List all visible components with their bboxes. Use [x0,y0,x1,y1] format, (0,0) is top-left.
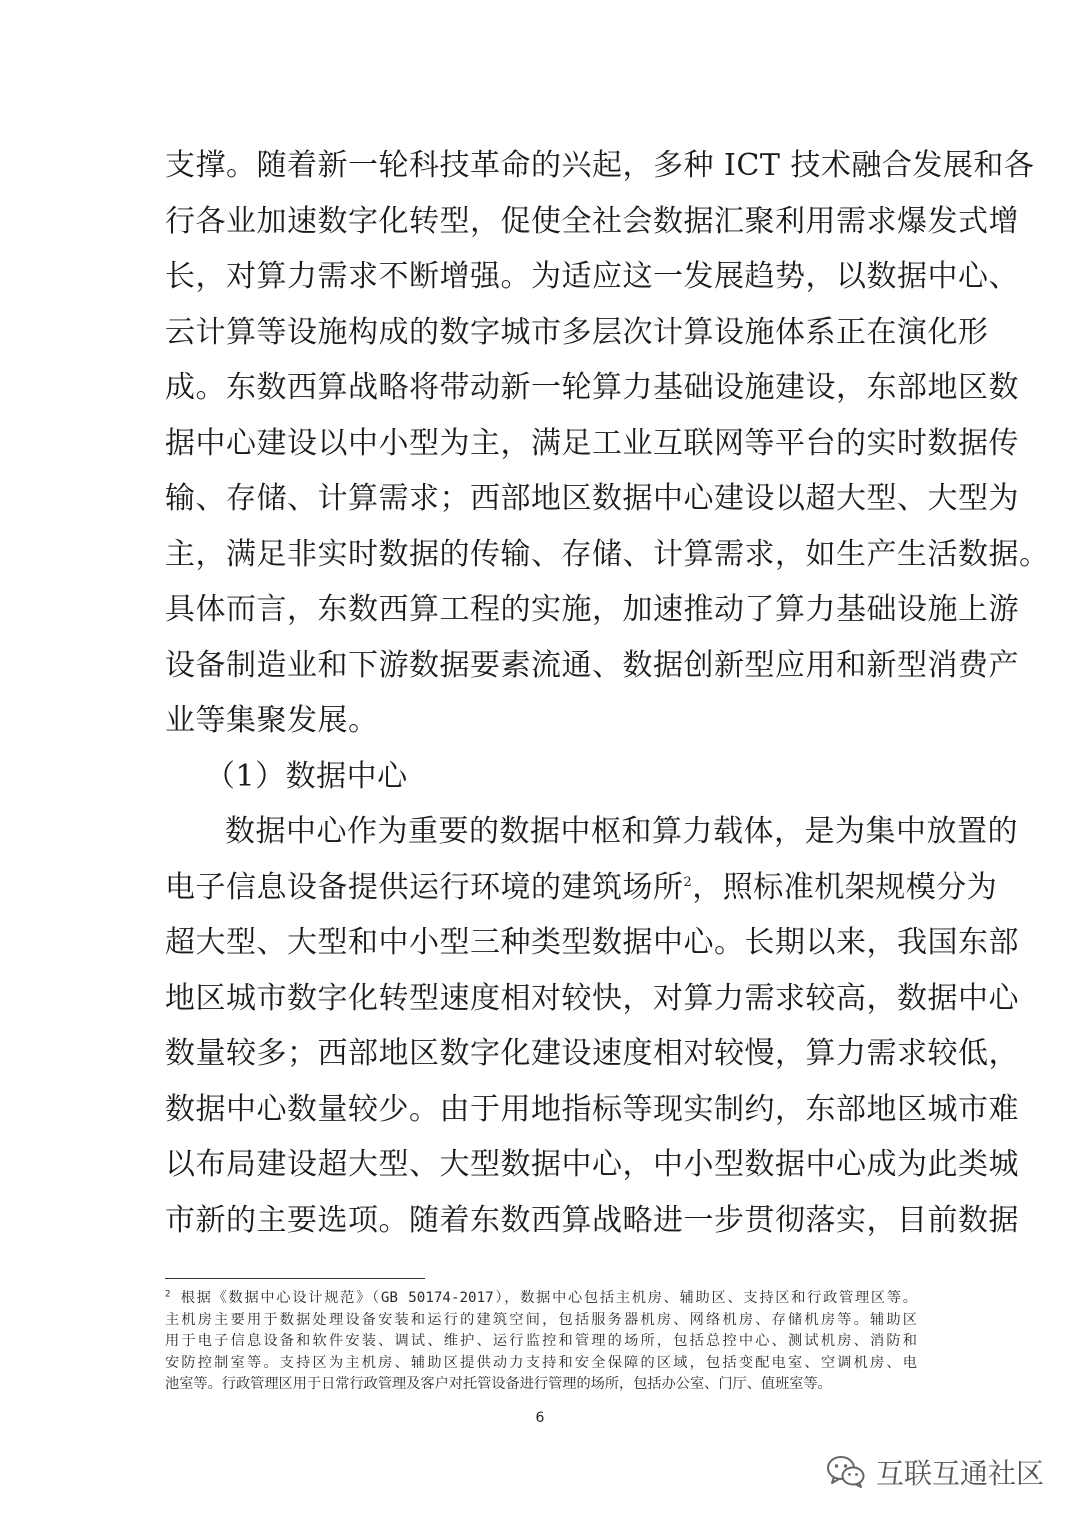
body-line: 具体而言，东数西算工程的实施，加速推动了算力基础设施上游 [165,592,1019,627]
body-line-with-footnote [165,860,998,916]
footnote-divider [165,1278,425,1279]
footnote-line: 池室等。行政管理区用于日常行政管理及客户对托管设备进行管理的场所，包括办公室、门厅、值班室等。 [165,1376,832,1392]
body-line: 数据中心作为重要的数据中枢和算力载体，是为集中放置的 [225,814,1018,849]
footnote-text: 根据《数据中心设计规范》（GB 50174-2017），数据中心包括主机房、辅助区、支持区和行政管理区等。 [180,1290,917,1306]
watermark-text: 互联互通社区 [875,1457,1044,1490]
body-line: 业等集聚发展。 [165,703,379,738]
body-line: 市新的主要选项。随着东数西算战略进一步贯彻落实，目前数据 [165,1202,1019,1238]
body-text-segment: ，照标准机架规模分为 [692,869,998,905]
footnote-line: 主机房主要用于数据处理设备安装和运行的建筑空间，包括服务器机房、网络机房、存储机房等。辅助区 [165,1311,917,1328]
body-line: 云计算等设施构成的数字城市多层次计算设施体系正在演化形 [165,314,989,350]
body-line: 超大型、大型和中小型三种类型数据中心。长期以来，我国东部 [165,925,1019,960]
watermark [826,1452,1044,1492]
body-line: 主，满足非实时数据的传输、存储、计算需求，如生产生活数据。 [165,536,1050,572]
footnote-marker: 2 [165,1289,171,1300]
body-line: 数量较多；西部地区数字化建设速度相对较慢，算力需求较低， [165,1036,1019,1071]
footnote-line [165,1288,917,1310]
body-line: 以布局建设超大型、大型数据中心，中小型数据中心成为此类城 [165,1147,1019,1182]
footnote-line: 安防控制室等。支持区为主机房、辅助区提供动力支持和安全保障的区域，包括变配电室、空调机房、电 [165,1354,917,1371]
footnote [165,1288,917,1396]
footnote-line: 用于电子信息设备和软件安装、调试、维护、运行监控和管理的场所，包括总控中心、测试机房、消防和 [165,1333,917,1349]
section-heading: （1）数据中心 [205,758,408,794]
body-line: 支撑。随着新一轮科技革命的兴起，多种 ICT 技术融合发展和各 [165,148,1035,183]
body-line: 据中心建设以中小型为主，满足工业互联网等平台的实时数据传 [165,425,1019,461]
body-line: 地区城市数字化转型速度相对较快，对算力需求较高，数据中心 [165,980,1019,1016]
footnote-reference[interactable]: 2 [683,874,693,890]
body-line: 设备制造业和下游数据要素流通、数据创新型应用和新型消费产 [165,647,1019,683]
body-text-segment: 电子信息设备提供运行环境的建筑场所 [165,869,684,905]
wechat-icon [826,1455,866,1489]
body-line: 输、存储、计算需求；西部地区数据中心建设以超大型、大型为 [165,481,1019,516]
page-number: 6 [535,1410,545,1426]
body-line: 数据中心数量较少。由于用地指标等现实制约，东部地区城市难 [165,1091,1019,1127]
body-text [165,138,1050,1248]
body-line: 行各业加速数字化转型，促使全社会数据汇聚利用需求爆发式增 [165,203,1019,239]
body-line: 长，对算力需求不断增强。为适应这一发展趋势，以数据中心、 [165,259,1019,294]
body-line: 成。东数西算战略将带动新一轮算力基础设施建设，东部地区数 [165,370,1019,405]
